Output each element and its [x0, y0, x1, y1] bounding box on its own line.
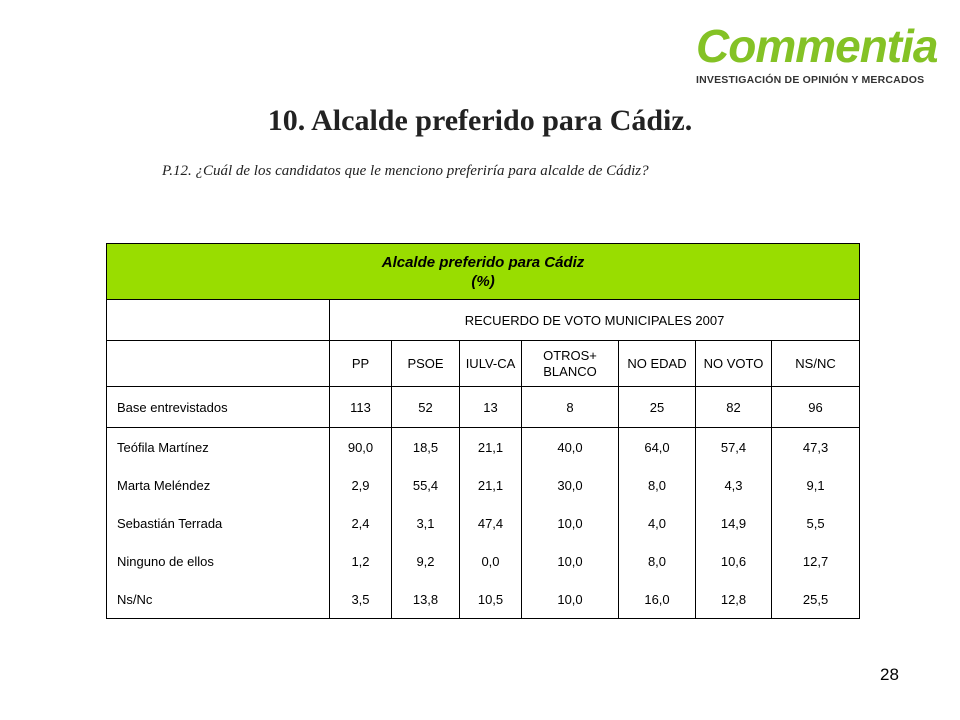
table-cell: 10,5: [460, 580, 522, 619]
row-label: Teófila Martínez: [107, 428, 330, 467]
table-cell: 64,0: [619, 428, 696, 467]
table-cell: 14,9: [696, 504, 772, 542]
table-cell: 1,2: [330, 542, 392, 580]
column-header: PP: [330, 341, 392, 387]
table-cell: 12,7: [772, 542, 860, 580]
table-cell: 21,1: [460, 466, 522, 504]
table-cell: 2,9: [330, 466, 392, 504]
base-value: 113: [330, 387, 392, 428]
page-number: 28: [880, 665, 899, 684]
row-label: Marta Meléndez: [107, 466, 330, 504]
logo-tagline: INVESTIGACIÓN DE OPINIÓN Y MERCADOS: [696, 74, 925, 86]
empty-corner-cell: [107, 341, 330, 387]
table-cell: 10,0: [522, 580, 619, 619]
base-value: 13: [460, 387, 522, 428]
table-cell: 10,0: [522, 504, 619, 542]
table-cell: 40,0: [522, 428, 619, 467]
table-cell: 57,4: [696, 428, 772, 467]
table-row: [107, 542, 860, 580]
table-cell: 47,4: [460, 504, 522, 542]
table-cell: 0,0: [460, 542, 522, 580]
base-value: 96: [772, 387, 860, 428]
table-cell: 9,2: [392, 542, 460, 580]
base-value: 52: [392, 387, 460, 428]
base-label: Base entrevistados: [107, 387, 330, 428]
column-header: NO VOTO: [696, 341, 772, 387]
table-cell: 10,0: [522, 542, 619, 580]
table-cell: 4,3: [696, 466, 772, 504]
table-cell: 18,5: [392, 428, 460, 467]
table-cell: 16,0: [619, 580, 696, 619]
table-header: [107, 244, 860, 300]
table-cell: 47,3: [772, 428, 860, 467]
table-cell: 21,1: [460, 428, 522, 467]
table-row: [107, 580, 860, 619]
table-cell: 12,8: [696, 580, 772, 619]
row-label: Ninguno de ellos: [107, 542, 330, 580]
table-cell: 30,0: [522, 466, 619, 504]
base-value: 25: [619, 387, 696, 428]
column-header: OTROS+ BLANCO: [522, 341, 619, 387]
group-header: RECUERDO DE VOTO MUNICIPALES 2007: [330, 300, 860, 341]
table-cell: 13,8: [392, 580, 460, 619]
table-cell: 3,1: [392, 504, 460, 542]
table-cell: 5,5: [772, 504, 860, 542]
results-table: [106, 243, 860, 619]
table-cell: 25,5: [772, 580, 860, 619]
table-cell: 8,0: [619, 542, 696, 580]
table-row: [107, 504, 860, 542]
column-header: PSOE: [392, 341, 460, 387]
logo-wordmark: Commentia: [696, 20, 938, 72]
table-cell: 9,1: [772, 466, 860, 504]
row-label: Ns/Nc: [107, 580, 330, 619]
empty-corner-cell: [107, 300, 330, 341]
table-unit: (%): [471, 272, 495, 290]
company-logo: [696, 22, 936, 86]
slide-title: 10. Alcalde preferido para Cádiz.: [267, 104, 693, 137]
table-row: [107, 428, 860, 467]
base-value: 8: [522, 387, 619, 428]
table-title: Alcalde preferido para Cádiz: [381, 253, 585, 271]
table-cell: 2,4: [330, 504, 392, 542]
base-value: 82: [696, 387, 772, 428]
table-cell: 4,0: [619, 504, 696, 542]
table-cell: 10,6: [696, 542, 772, 580]
row-label: Sebastián Terrada: [107, 504, 330, 542]
column-header: NS/NC: [772, 341, 860, 387]
survey-question: P.12. ¿Cuál de los candidatos que le menciono preferiría para alcalde de Cádiz?: [162, 163, 649, 179]
column-header: IULV-CA: [460, 341, 522, 387]
table-cell: 8,0: [619, 466, 696, 504]
table-cell: 90,0: [330, 428, 392, 467]
column-header: NO EDAD: [619, 341, 696, 387]
table-row: [107, 466, 860, 504]
table-cell: 3,5: [330, 580, 392, 619]
table-cell: 55,4: [392, 466, 460, 504]
